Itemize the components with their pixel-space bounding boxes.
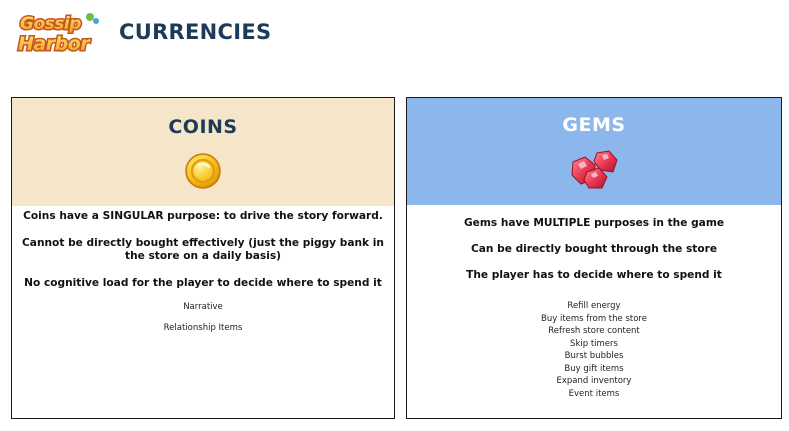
gems-use-item: Expand inventory <box>556 376 632 386</box>
svg-text:Harbor: Harbor <box>18 33 90 55</box>
gems-use-item: Burst bubbles <box>564 351 624 361</box>
gems-statement-decision: The player has to decide where to spend it <box>466 269 722 281</box>
gems-use-item: Buy items from the store <box>541 313 647 324</box>
gems-title: GEMS <box>562 114 626 136</box>
gems-use-item: Refresh store content <box>548 326 640 336</box>
svg-text:Gossip: Gossip <box>20 14 81 34</box>
coins-card <box>11 97 395 419</box>
gems-icon <box>569 150 619 190</box>
coins-use-item: Relationship Items <box>163 323 243 333</box>
coins-title: COINS <box>168 116 238 138</box>
gems-statement-purchase: Can be directly bought through the store <box>470 243 718 255</box>
coins-statement-purchase: Cannot be directly bought effectively (just the piggy bank in the store on a daily basis) <box>22 237 384 262</box>
coins-use-item: Narrative <box>183 302 223 312</box>
gems-use-item: Skip timers <box>570 338 618 349</box>
coins-statement-cognitive: No cognitive load for the player to decide where to spend it <box>24 277 382 289</box>
gems-use-item: Event items <box>568 388 620 399</box>
gossip-harbor-logo <box>14 8 106 56</box>
gems-card <box>406 97 782 419</box>
coin-icon <box>184 152 222 190</box>
page-title: CURRENCIES <box>119 20 272 44</box>
gems-use-item: Refill energy <box>567 301 621 311</box>
coins-card-header <box>12 98 394 206</box>
gems-statement-purpose: Gems have MULTIPLE purposes in the game <box>463 217 725 229</box>
gems-use-item: Buy gift items <box>564 363 624 374</box>
coins-statement-purpose: Coins have a SINGULAR purpose: to drive the story forward. <box>23 210 383 222</box>
gems-card-header <box>407 98 781 205</box>
